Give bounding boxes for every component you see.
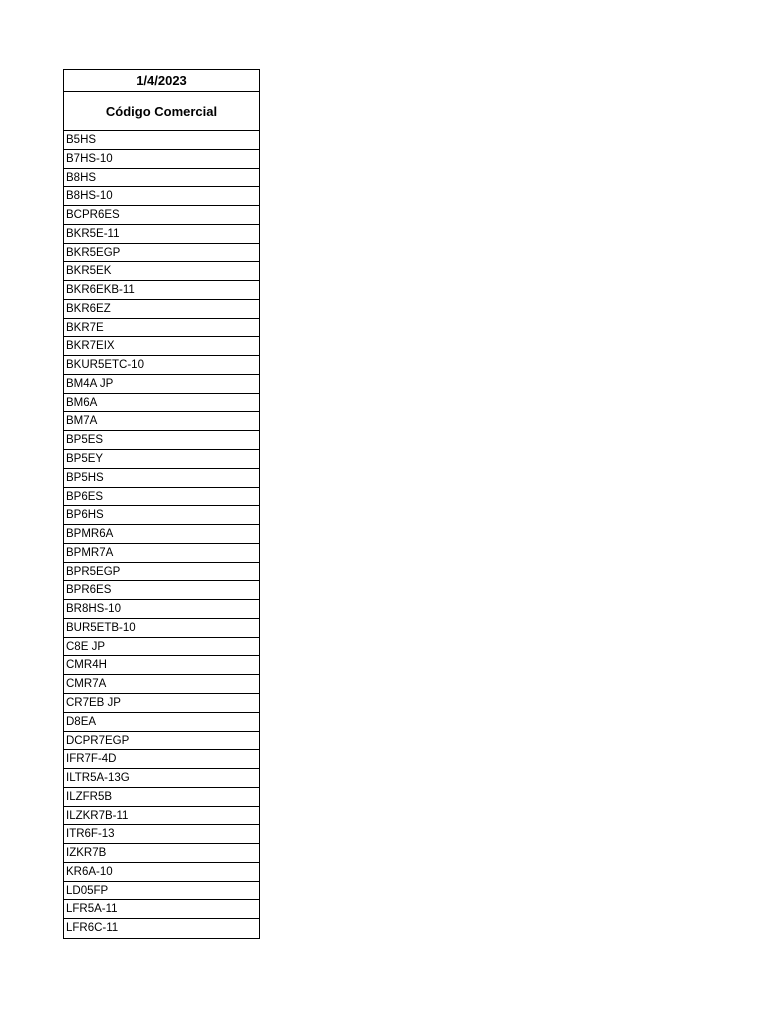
table-row: KR6A-10: [64, 863, 259, 882]
table-row: BKR6EZ: [64, 300, 259, 319]
table-row: BKR7E: [64, 319, 259, 338]
table-row: BR8HS-10: [64, 600, 259, 619]
table-row: BPR6ES: [64, 581, 259, 600]
table-row: ILZKR7B-11: [64, 807, 259, 826]
table-row: BKR5EGP: [64, 244, 259, 263]
table-row: BM4A JP: [64, 375, 259, 394]
table-row: ILTR5A-13G: [64, 769, 259, 788]
table-row: BM7A: [64, 412, 259, 431]
code-list: [64, 131, 259, 938]
table-row: BPMR7A: [64, 544, 259, 563]
table-row: BKR6EKB-11: [64, 281, 259, 300]
table-row: BP6ES: [64, 488, 259, 507]
table-row: BKR5E-11: [64, 225, 259, 244]
table-row: BP5ES: [64, 431, 259, 450]
table-row: B7HS-10: [64, 150, 259, 169]
table-row: BKR5EK: [64, 262, 259, 281]
table-row: CMR7A: [64, 675, 259, 694]
table-row: IZKR7B: [64, 844, 259, 863]
table-row: B5HS: [64, 131, 259, 150]
table-row: LFR5A-11: [64, 900, 259, 919]
table-row: B8HS-10: [64, 187, 259, 206]
table-row: BKUR5ETC-10: [64, 356, 259, 375]
table-row: BKR7EIX: [64, 337, 259, 356]
date-header: 1/4/2023: [64, 70, 259, 92]
spreadsheet-table: [63, 69, 260, 939]
table-row: BP5EY: [64, 450, 259, 469]
column-header-codigo-comercial: Código Comercial: [64, 92, 259, 131]
table-row: BUR5ETB-10: [64, 619, 259, 638]
table-row: BM6A: [64, 394, 259, 413]
table-row: BPMR6A: [64, 525, 259, 544]
table-row: ITR6F-13: [64, 825, 259, 844]
table-row: D8EA: [64, 713, 259, 732]
table-row: BP5HS: [64, 469, 259, 488]
table-row: IFR7F-4D: [64, 750, 259, 769]
table-row: BP6HS: [64, 506, 259, 525]
table-row: BPR5EGP: [64, 563, 259, 582]
table-row: DCPR7EGP: [64, 732, 259, 751]
table-row: ILZFR5B: [64, 788, 259, 807]
table-row: CMR4H: [64, 656, 259, 675]
table-row: CR7EB JP: [64, 694, 259, 713]
table-row: LFR6C-11: [66, 922, 119, 935]
table-row: B8HS: [64, 169, 259, 188]
table-row: LD05FP: [64, 882, 259, 901]
table-row: BCPR6ES: [64, 206, 259, 225]
table-row: C8E JP: [64, 638, 259, 657]
